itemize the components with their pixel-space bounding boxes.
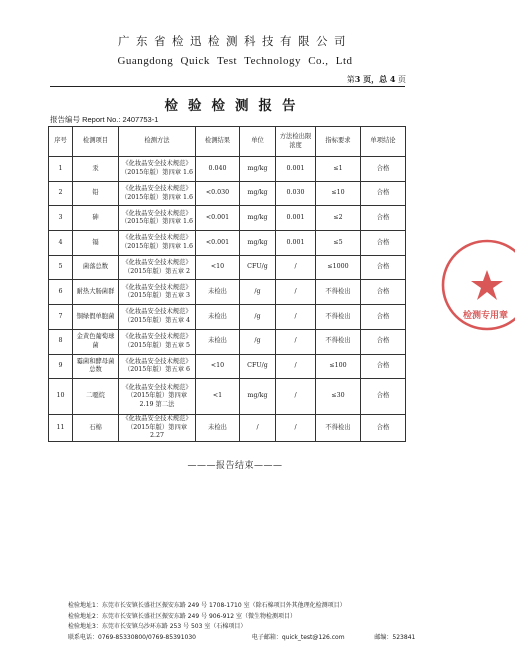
col-header-requirement: 指标要求 xyxy=(316,127,361,157)
cell-req: 不得检出 xyxy=(316,305,361,330)
table-row xyxy=(49,354,406,379)
cell-limit: 0.030 xyxy=(276,181,316,206)
table-row xyxy=(49,280,406,305)
cell-limit: 0.001 xyxy=(276,206,316,231)
cell-item: 砷 xyxy=(73,206,119,231)
cell-conclusion: 合格 xyxy=(361,379,406,415)
table-row xyxy=(49,329,406,354)
company-name-cn: 广东省检迅检测科技有限公司 xyxy=(118,34,352,48)
results-table xyxy=(48,126,406,442)
cell-no: 1 xyxy=(49,157,73,182)
cell-result: 0.040 xyxy=(196,157,240,182)
cell-result: 未检出 xyxy=(196,305,240,330)
cell-result: <0.001 xyxy=(196,231,240,256)
cell-limit: 0.001 xyxy=(276,231,316,256)
table-row xyxy=(49,231,406,256)
page-suffix: 页 xyxy=(395,75,406,84)
col-header-method: 检测方法 xyxy=(119,127,196,157)
cell-limit: / xyxy=(276,305,316,330)
cell-method: 《化妆品安全技术规范》（2015年版）第五章 2 xyxy=(119,255,196,280)
cell-limit: / xyxy=(276,329,316,354)
cell-limit: / xyxy=(276,379,316,415)
cell-result: <10 xyxy=(196,354,240,379)
cell-no: 9 xyxy=(49,354,73,379)
table-row xyxy=(49,305,406,330)
cell-unit: CFU/g xyxy=(240,354,276,379)
cell-method: 《化妆品安全技术规范》（2015年版）第五章 5 xyxy=(119,329,196,354)
cell-method: 《化妆品安全技术规范》（2015年版）第四章 2.19 第二法 xyxy=(119,379,196,415)
cell-req: ≤5 xyxy=(316,231,361,256)
svg-text:检测专用章: 检测专用章 xyxy=(463,311,509,321)
cell-result: <10 xyxy=(196,255,240,280)
cell-result: 未检出 xyxy=(196,280,240,305)
table-row xyxy=(49,206,406,231)
table-row xyxy=(49,255,406,280)
cell-result: <1 xyxy=(196,379,240,415)
cell-unit: / xyxy=(240,415,276,442)
page-number xyxy=(347,74,406,85)
footer-contact-row xyxy=(68,633,415,644)
page-total: 4 xyxy=(389,74,396,84)
cell-limit: / xyxy=(276,255,316,280)
cell-item: 镉 xyxy=(73,231,119,256)
company-name-en: Guangdong Quick Test Technology Co., Ltd xyxy=(117,55,353,67)
report-title: 检验检测报告 xyxy=(164,98,306,114)
footer-phone: 联系电话：0769-85330800/0769-85391030 xyxy=(68,633,196,641)
cell-item: 铅 xyxy=(73,181,119,206)
table-row xyxy=(49,181,406,206)
cell-method: 《化妆品安全技术规范》（2015年版）第四章 1.6 xyxy=(119,231,196,256)
col-header-no: 序号 xyxy=(49,127,73,157)
header-divider xyxy=(50,86,405,87)
cell-result: <0.030 xyxy=(196,181,240,206)
col-header-detection-limit: 方法检出限浓度 xyxy=(276,127,316,157)
cell-no: 8 xyxy=(49,329,73,354)
footer-address-3: 检验地址3：东莞市长安镇乌沙环东路 253 号 503 室（石棉项目） xyxy=(68,623,247,630)
cell-conclusion: 合格 xyxy=(361,157,406,182)
cell-no: 2 xyxy=(49,181,73,206)
table-row xyxy=(49,379,406,415)
cell-req: ≤100 xyxy=(316,354,361,379)
col-header-conclusion: 单项结论 xyxy=(361,127,406,157)
cell-item: 汞 xyxy=(73,157,119,182)
cell-method: 《化妆品安全技术规范》（2015年版）第四章 2.27 xyxy=(119,415,196,442)
report-end-marker: ———报告结束——— xyxy=(187,461,283,471)
cell-unit: /g xyxy=(240,280,276,305)
cell-item: 金黄色葡萄球菌 xyxy=(73,329,119,354)
cell-conclusion: 合格 xyxy=(361,181,406,206)
cell-conclusion: 合格 xyxy=(361,415,406,442)
page-prefix: 第 xyxy=(346,75,355,84)
cell-item: 菌落总数 xyxy=(73,255,119,280)
cell-unit: mg/kg xyxy=(240,206,276,231)
table-header-row xyxy=(49,127,406,157)
cell-method: 《化妆品安全技术规范》（2015年版）第四章 1.6 xyxy=(119,206,196,231)
cell-req: 不得检出 xyxy=(316,280,361,305)
cell-req: ≤10 xyxy=(316,181,361,206)
cell-method: 《化妆品安全技术规范》（2015年版）第五章 4 xyxy=(119,305,196,330)
cell-no: 10 xyxy=(49,379,73,415)
cell-conclusion: 合格 xyxy=(361,231,406,256)
cell-method: 《化妆品安全技术规范》（2015年版）第四章 1.6 xyxy=(119,157,196,182)
cell-method: 《化妆品安全技术规范》（2015年版）第五章 3 xyxy=(119,280,196,305)
cell-unit: CFU/g xyxy=(240,255,276,280)
page-current: 3 xyxy=(354,74,361,84)
cell-result: 未检出 xyxy=(196,329,240,354)
cell-no: 11 xyxy=(49,415,73,442)
footer xyxy=(68,601,415,643)
cell-req: ≤30 xyxy=(316,379,361,415)
cell-conclusion: 合格 xyxy=(361,255,406,280)
cell-conclusion: 合格 xyxy=(361,354,406,379)
cell-no: 3 xyxy=(49,206,73,231)
cell-req: 不得检出 xyxy=(316,415,361,442)
table-row xyxy=(49,157,406,182)
cell-req: ≤1 xyxy=(316,157,361,182)
footer-postcode: 邮编：523841 xyxy=(374,633,416,641)
footer-address-2: 检验地址2：东莞市长安镇长盛社区振安东路 249 号 906-912 室（微生物检测项目） xyxy=(68,612,296,620)
report-number: 报告编号 Report No.: 2407753-1 xyxy=(50,115,159,124)
col-header-result: 检测结果 xyxy=(196,127,240,157)
cell-unit: /g xyxy=(240,305,276,330)
cell-conclusion: 合格 xyxy=(361,280,406,305)
cell-req: 不得检出 xyxy=(316,329,361,354)
footer-address-1: 检验地址1：东莞市长安镇长盛社区振安东路 249 号 1708-1710 室（除石棉项目外其他理化检测项目） xyxy=(68,602,346,609)
cell-req: ≤1000 xyxy=(316,255,361,280)
cell-no: 5 xyxy=(49,255,73,280)
cell-item: 铜绿假单胞菌 xyxy=(73,305,119,330)
cell-item: 霉菌和酵母菌总数 xyxy=(73,354,119,379)
cell-conclusion: 合格 xyxy=(361,305,406,330)
cell-limit: / xyxy=(276,415,316,442)
cell-unit: mg/kg xyxy=(240,181,276,206)
cell-unit: /g xyxy=(240,329,276,354)
cell-no: 6 xyxy=(49,280,73,305)
cell-unit: mg/kg xyxy=(240,231,276,256)
seal-stamp xyxy=(425,230,515,340)
cell-result: 未检出 xyxy=(196,415,240,442)
footer-email: 电子邮箱：quick_test@126.com xyxy=(251,633,345,641)
cell-item: 耐热大肠菌群 xyxy=(73,280,119,305)
col-header-item: 检测项目 xyxy=(73,127,119,157)
cell-no: 4 xyxy=(49,231,73,256)
cell-unit: mg/kg xyxy=(240,157,276,182)
cell-no: 7 xyxy=(49,305,73,330)
cell-unit: mg/kg xyxy=(240,379,276,415)
cell-item: 二噁烷 xyxy=(73,379,119,415)
cell-result: <0.001 xyxy=(196,206,240,231)
col-header-unit: 单位 xyxy=(240,127,276,157)
cell-limit: / xyxy=(276,354,316,379)
cell-method: 《化妆品安全技术规范》（2015年版）第四章 1.6 xyxy=(119,181,196,206)
cell-limit: / xyxy=(276,280,316,305)
cell-item: 石棉 xyxy=(73,415,119,442)
cell-conclusion: 合格 xyxy=(361,206,406,231)
cell-conclusion: 合格 xyxy=(361,329,406,354)
cell-limit: 0.001 xyxy=(276,157,316,182)
cell-req: ≤2 xyxy=(316,206,361,231)
page-mid: 页，总 xyxy=(360,74,390,84)
cell-method: 《化妆品安全技术规范》（2015年版）第五章 6 xyxy=(119,354,196,379)
table-row xyxy=(49,415,406,442)
